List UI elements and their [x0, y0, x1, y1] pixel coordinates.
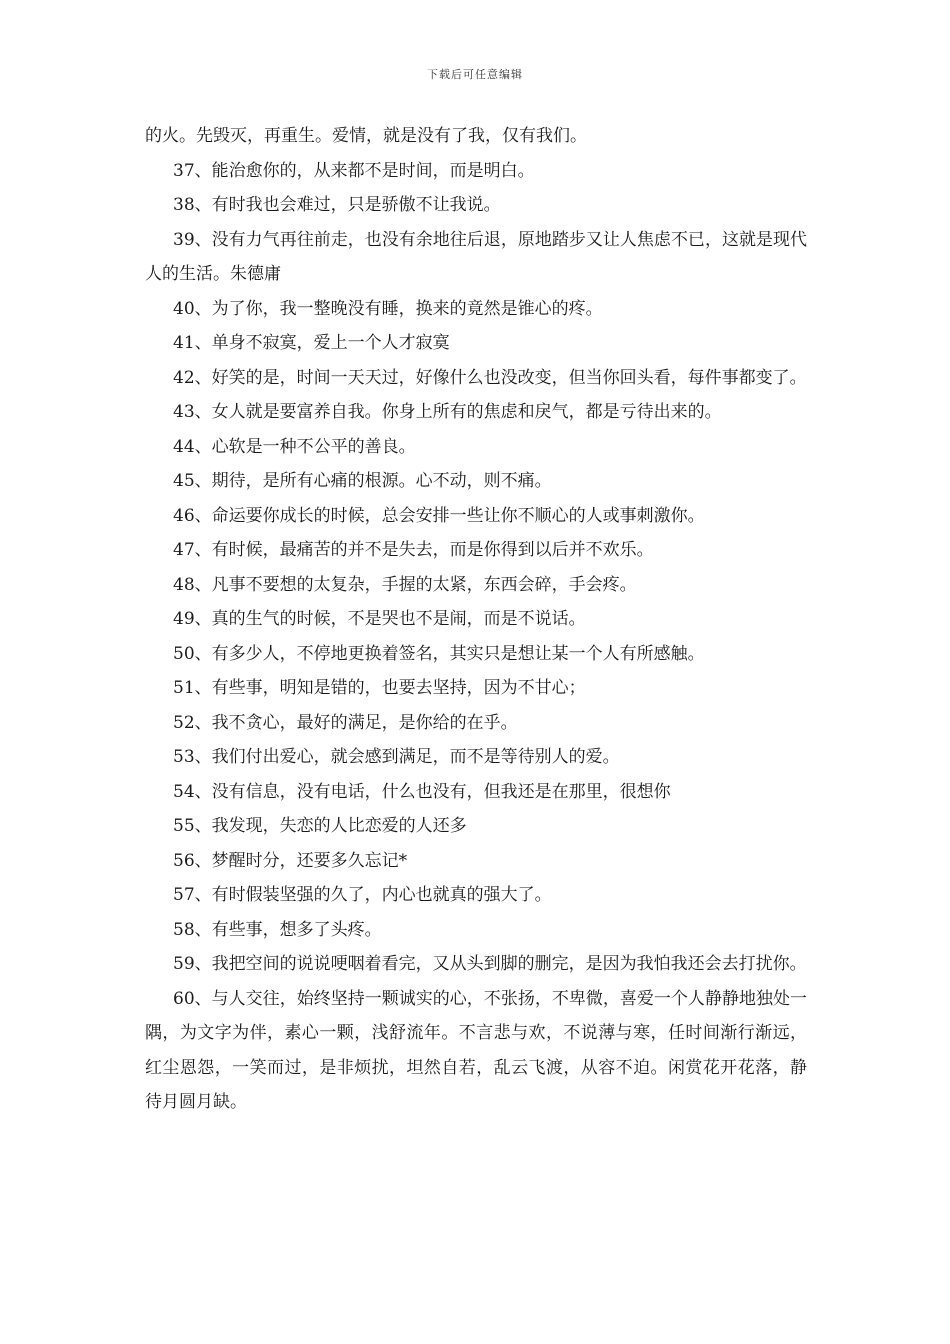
paragraph: 48、凡事不要想的太复杂，手握的太紧，东西会碎，手会疼。: [173, 574, 637, 595]
paragraph: 37、能治愈你的，从来都不是时间，而是明白。: [173, 160, 535, 181]
paragraph: 47、有时候，最痛苦的并不是失去，而是你得到以后并不欢乐。: [173, 540, 654, 560]
paragraph: 41、单身不寂寞，爱上一个人才寂寞: [173, 333, 450, 353]
paragraph: 55、我发现，失恋的人比恋爱的人还多: [173, 816, 467, 836]
paragraph: 59、我把空间的说说哽咽着看完，又从头到脚的删完，是因为我怕我还会去打扰你。: [173, 954, 807, 974]
paragraph: 49、真的生气的时候，不是哭也不是闹，而是不说话。: [173, 609, 586, 629]
paragraph: 54、没有信息，没有电话，什么也没有，但我还是在那里，很想你: [173, 781, 671, 802]
paragraph: 46、命运要你成长的时候，总会安排一些让你不顺心的人或事刺激你。: [173, 505, 705, 526]
paragraph: 56、梦醒时分，还要多久忘记*: [173, 850, 408, 871]
paragraph: 52、我不贪心，最好的满足，是你给的在乎。: [173, 712, 518, 733]
paragraph: 的火。先毁灭，再重生。爱情，就是没有了我，仅有我们。: [145, 126, 587, 146]
paragraph: 44、心软是一种不公平的善良。: [173, 436, 416, 457]
document-body: [145, 119, 807, 1120]
paragraph: 39、没有力气再往前走，也没有余地往后退，原地踏步又让人焦虑不已，这就是现代人的生活。朱德庸: [145, 229, 807, 284]
paragraph: 45、期待，是所有心痛的根源。心不动，则不痛。: [173, 471, 552, 491]
paragraph: 42、好笑的是，时间一天天过，好像什么也没改变，但当你回头看，每件事都变了。: [173, 367, 807, 388]
paragraph: 58、有些事，想多了头疼。: [173, 919, 382, 940]
paragraph: 40、为了你，我一整晚没有睡，换来的竟然是锥心的疼。: [173, 298, 603, 319]
paragraph: 60、与人交往，始终坚持一颗诚实的心，不张扬，不卑微，喜爱一个人静静地独处一隅，为文字为伴，素心一颗，浅舒流年。不言悲与欢，不说薄与寒，任时间渐行渐远，红尘恩怨，一笑而过，是非烦扰，坦然自若，乱云飞渡，从容不迫。闲赏花开花落，静待月圆月缺。: [145, 988, 807, 1112]
paragraph: 57、有时假装坚强的久了，内心也就真的强大了。: [173, 885, 552, 905]
paragraph: 53、我们付出爱心，就会感到满足，而不是等待别人的爱。: [173, 747, 620, 767]
paragraph: 50、有多少人，不停地更换着签名，其实只是想让某一个人有所感触。: [173, 643, 705, 664]
paragraph: 38、有时我也会难过，只是骄傲不让我说。: [173, 195, 501, 215]
page-header-note: 下载后可任意编辑: [427, 68, 523, 81]
paragraph: 43、女人就是要富养自我。你身上所有的焦虑和戾气，都是亏待出来的。: [173, 402, 722, 422]
paragraph: 51、有些事，明知是错的，也要去坚持，因为不甘心；: [173, 678, 586, 698]
